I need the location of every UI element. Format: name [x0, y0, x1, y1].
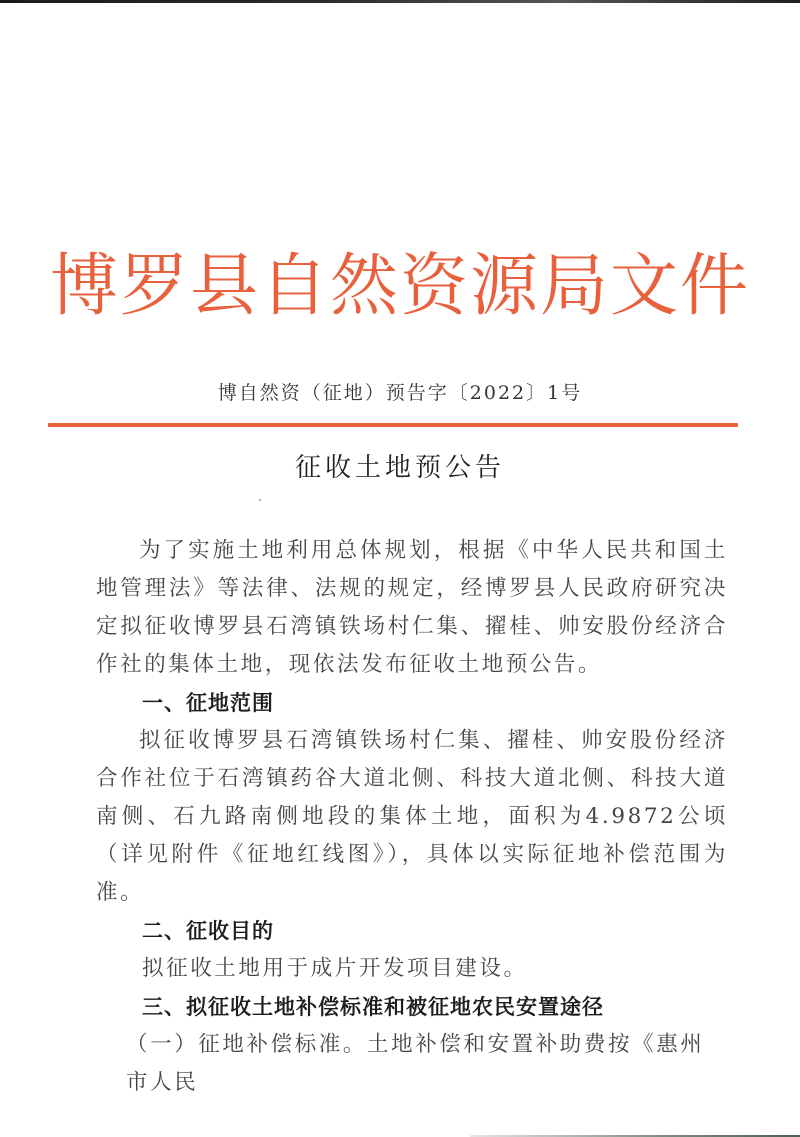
document-number: 博自然资（征地）预告字〔2022〕1号	[217, 382, 583, 404]
section-heading-scope: 一、征地范围	[142, 691, 274, 715]
document-title: 征收土地预公告	[294, 453, 505, 483]
scan-top-edge	[0, 0, 800, 3]
section-compensation-paragraph: （一）征地补偿标准。土地补偿和安置补助费按《惠州市人民	[126, 1032, 705, 1095]
red-divider-rule	[48, 423, 738, 427]
section-purpose-paragraph: 拟征收土地用于成片开发项目建设。	[142, 956, 528, 981]
section-heading-purpose: 二、征收目的	[142, 919, 274, 943]
intro-paragraph: 为了实施土地利用总体规划，根据《中华人民共和国土地管理法》等法律、法规的规定，经博罗县人民政府研究决定拟征收博罗县石湾镇铁场村仁集、擢桂、帅安股份经济合作社的集体土地，现依法发布征收土地预公告。	[96, 538, 728, 677]
section-heading-compensation: 三、拟征收土地补偿标准和被征地农民安置途径	[142, 995, 604, 1019]
scan-speck	[259, 499, 261, 501]
issuer-header: 博罗县自然资源局文件	[49, 247, 750, 326]
document-body	[96, 532, 728, 1102]
section-scope-paragraph: 拟征收博罗县石湾镇铁场村仁集、擢桂、帅安股份经济合作社位于石湾镇药谷大道北侧、科技大道北侧、科技大道南侧、石九路南侧地段的集体土地，面积为4.9872公顷（详见附件《征地红线图》），具体以实际征地补偿范围为准。	[96, 728, 728, 905]
